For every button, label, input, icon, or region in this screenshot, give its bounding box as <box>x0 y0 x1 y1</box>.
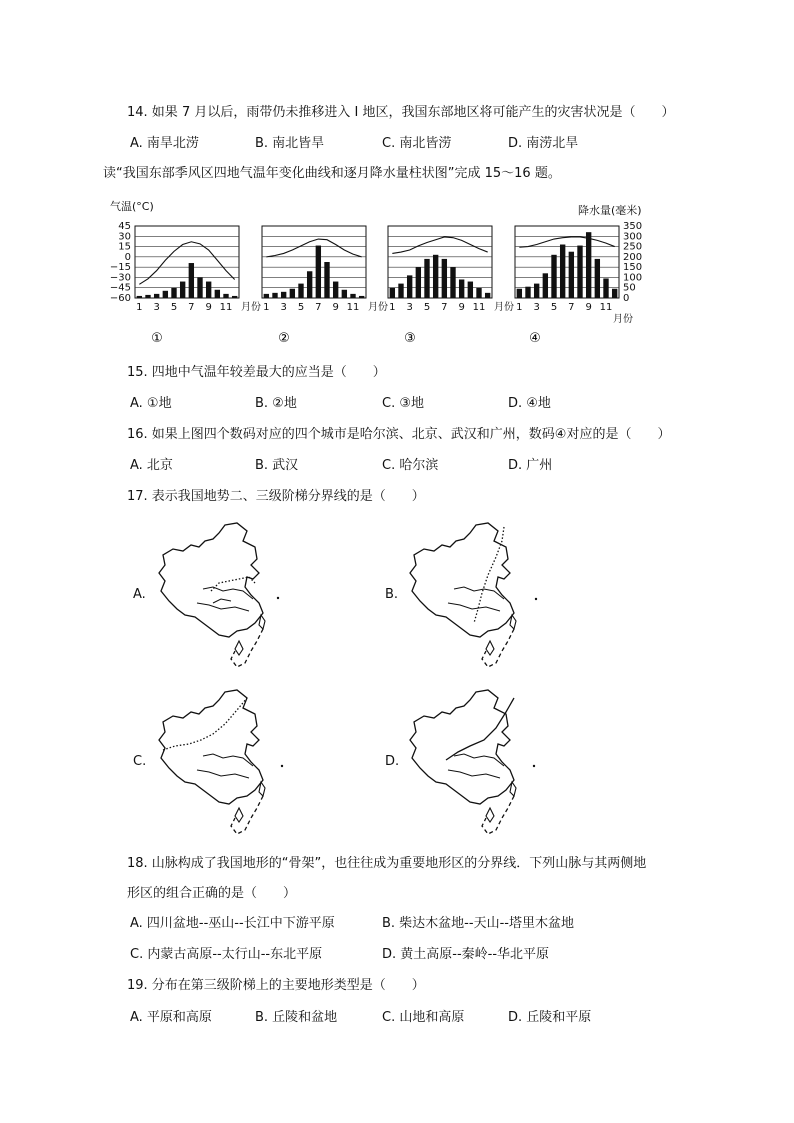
precip-bar <box>324 262 329 298</box>
q14-option-d[interactable]: D. 南涝北旱 <box>508 136 579 151</box>
month-tick-label: 7 <box>568 302 575 313</box>
precip-tick-label: 150 <box>623 262 643 274</box>
q18-option-c[interactable]: C. 内蒙古高原--太行山--东北平原 <box>130 947 323 962</box>
precip-bar <box>298 284 303 298</box>
q18-stem-line2: 形区的组合正确的是（ ） <box>127 886 297 901</box>
precip-bar <box>433 255 438 298</box>
climate-figure <box>100 196 690 351</box>
month-unit-label: 月份 <box>613 314 633 325</box>
temp-tick-label: 0 <box>124 251 131 263</box>
china-outline-a <box>159 523 279 667</box>
q16-stem: 16. 如果上图四个数码对应的四个城市是哈尔滨、北京、武汉和广州，数码④对应的是（ ） <box>127 427 671 442</box>
q18-option-d[interactable]: D. 黄土高原--秦岭--华北平原 <box>382 947 550 962</box>
temp-tick-label: 15 <box>118 241 131 253</box>
precip-bar <box>180 282 185 298</box>
precip-tick-label: 50 <box>623 282 636 294</box>
temp-tick-label: −60 <box>109 293 131 304</box>
precip-bar <box>342 290 347 298</box>
chart-panel-label: ① <box>151 331 163 346</box>
month-tick-label: 1 <box>389 302 396 313</box>
q14-option-b[interactable]: B. 南北皆旱 <box>255 136 325 151</box>
month-tick-label: 3 <box>533 302 540 313</box>
month-tick-label: 3 <box>406 302 413 313</box>
q17-map-a[interactable] <box>155 517 290 672</box>
month-unit-label: 月份 <box>494 302 514 313</box>
precip-bar <box>612 289 617 298</box>
precip-bar <box>603 278 608 298</box>
q15-option-c[interactable]: C. ③地 <box>382 396 424 411</box>
precip-bar <box>577 246 582 298</box>
q14-option-c[interactable]: C. 南北皆涝 <box>382 136 452 151</box>
month-tick-label: 3 <box>153 302 160 313</box>
precip-bar <box>264 294 269 298</box>
q17-map-d[interactable] <box>406 684 541 839</box>
month-tick-label: 7 <box>441 302 448 313</box>
precip-bar <box>551 255 556 298</box>
precip-bar <box>442 259 447 298</box>
precip-bar <box>223 294 228 298</box>
q17-map-c[interactable] <box>155 684 290 839</box>
precip-bar <box>171 288 176 298</box>
q14-option-a[interactable]: A. 南旱北涝 <box>130 136 199 151</box>
temp-line <box>519 237 614 247</box>
q18-stem-line1: 18. 山脉构成了我国地形的“骨架”，也往往成为重要地形区的分界线．下列山脉与其两侧地 <box>127 856 647 871</box>
precip-bar <box>525 287 530 298</box>
month-tick-label: 7 <box>315 302 322 313</box>
precip-bar <box>189 263 194 298</box>
precip-bar <box>390 288 395 298</box>
chart-panel-frame <box>135 226 239 298</box>
precip-bar <box>450 267 455 298</box>
q19-option-b[interactable]: B. 丘陵和盆地 <box>255 1010 338 1025</box>
month-tick-label: 5 <box>550 302 558 313</box>
q17-map-b[interactable] <box>406 517 541 672</box>
precip-tick-label: 0 <box>623 293 630 304</box>
precip-bar <box>407 275 412 298</box>
temp-line <box>392 237 487 253</box>
q15-option-b[interactable]: B. ②地 <box>255 396 297 411</box>
month-tick-label: 1 <box>516 302 523 313</box>
q18-option-b[interactable]: B. 柴达木盆地--天山--塔里木盆地 <box>382 916 574 931</box>
temp-axis-title: 气温(°C) <box>110 200 154 213</box>
chart-panel-label: ② <box>278 331 290 346</box>
precip-bar <box>290 289 295 298</box>
precip-bar <box>569 252 574 298</box>
precip-bar <box>232 296 237 298</box>
month-tick-label: 7 <box>188 302 195 313</box>
precip-bar <box>316 246 321 298</box>
temp-tick-label: −45 <box>109 282 131 294</box>
q19-option-c[interactable]: C. 山地和高原 <box>382 1010 465 1025</box>
precip-bar <box>560 245 565 298</box>
precip-tick-label: 250 <box>623 241 643 253</box>
precip-bar <box>137 296 142 298</box>
q16-option-d[interactable]: D. 广州 <box>508 458 553 473</box>
month-tick-label: 5 <box>297 302 305 313</box>
precip-bar <box>197 277 202 298</box>
precip-tick-label: 350 <box>623 221 643 232</box>
q19-option-a[interactable]: A. 平原和高原 <box>130 1010 212 1025</box>
q14-stem: 14. 如果 7 月以后，雨带仍未推移进入 I 地区，我国东部地区将可能产生的灾害状况是（ ） <box>127 105 675 120</box>
precip-bar <box>154 294 159 298</box>
precip-bar <box>398 284 403 298</box>
precip-bar <box>543 273 548 298</box>
q19-option-d[interactable]: D. 丘陵和平原 <box>508 1010 592 1025</box>
precip-bar <box>468 282 473 298</box>
precip-tick-label: 300 <box>623 231 643 243</box>
q17-map-label-c[interactable]: C. <box>133 754 147 769</box>
month-tick-label: 11 <box>599 302 613 313</box>
month-tick-label: 3 <box>280 302 287 313</box>
precip-bar <box>424 259 429 298</box>
temp-tick-label: −15 <box>109 262 131 274</box>
month-tick-label: 11 <box>472 302 486 313</box>
china-outline-c <box>159 690 283 834</box>
q16-option-c[interactable]: C. 哈尔滨 <box>382 458 439 473</box>
precip-bar <box>281 292 286 298</box>
month-tick-label: 1 <box>136 302 143 313</box>
q17-map-label-a[interactable]: A. <box>133 587 146 602</box>
chart-panel-label: ④ <box>529 331 541 346</box>
precip-bar <box>517 289 522 298</box>
precip-bar <box>459 279 464 298</box>
chart-panel-label: ③ <box>404 331 416 346</box>
month-unit-label: 月份 <box>241 302 261 313</box>
q17-map-label-b[interactable]: B. <box>385 587 399 602</box>
precip-tick-label: 200 <box>623 251 643 263</box>
q16-option-a[interactable]: A. 北京 <box>130 458 173 473</box>
q15-stem: 15. 四地中气温年较差最大的应当是（ ） <box>127 365 386 380</box>
q18-option-a[interactable]: A. 四川盆地--巫山--长江中下游平原 <box>130 916 335 931</box>
precip-tick-label: 100 <box>623 272 643 284</box>
precip-bar <box>416 267 421 298</box>
precip-bar <box>206 282 211 298</box>
temp-tick-label: 45 <box>118 221 131 232</box>
china-outline-b <box>410 523 537 667</box>
precip-bar <box>534 284 539 298</box>
precip-bar <box>595 259 600 298</box>
q19-stem: 19. 分布在第三级阶梯上的主要地形类型是（ ） <box>127 978 425 993</box>
precip-bar <box>272 293 277 298</box>
temp-tick-label: 30 <box>118 231 131 243</box>
q17-map-label-d[interactable]: D. <box>385 754 400 769</box>
month-tick-label: 9 <box>332 302 339 313</box>
q17-stem: 17. 表示我国地势二、三级阶梯分界线的是（ ） <box>127 489 425 504</box>
precip-bar <box>307 271 312 298</box>
temp-line <box>139 242 234 285</box>
figure-intro: 读“我国东部季风区四地气温年变化曲线和逐月降水量柱状图”完成 15～16 题。 <box>103 166 561 181</box>
temp-tick-label: −30 <box>109 272 131 284</box>
month-tick-label: 11 <box>219 302 233 313</box>
month-tick-label: 11 <box>346 302 360 313</box>
q16-option-b[interactable]: B. 武汉 <box>255 458 299 473</box>
precip-bar <box>359 296 364 298</box>
precip-bar <box>350 294 355 298</box>
precip-axis-title: 降水量(毫米) <box>578 204 642 217</box>
month-unit-label: 月份 <box>368 302 388 313</box>
month-tick-label: 9 <box>205 302 212 313</box>
temp-line <box>266 239 361 257</box>
precip-bar <box>485 293 490 298</box>
month-tick-label: 9 <box>585 302 592 313</box>
precip-bar <box>215 290 220 298</box>
precip-bar <box>333 282 338 298</box>
month-tick-label: 5 <box>423 302 431 313</box>
q15-option-d[interactable]: D. ④地 <box>508 396 551 411</box>
month-tick-label: 9 <box>458 302 465 313</box>
precip-bar <box>586 232 591 298</box>
month-tick-label: 1 <box>263 302 270 313</box>
month-tick-label: 5 <box>170 302 178 313</box>
precip-bar <box>163 291 168 298</box>
precip-bar <box>476 288 481 298</box>
chart-panel-frame <box>262 226 366 298</box>
china-outline-d <box>410 690 535 834</box>
q15-option-a[interactable]: A. ①地 <box>130 396 172 411</box>
precip-bar <box>145 295 150 298</box>
